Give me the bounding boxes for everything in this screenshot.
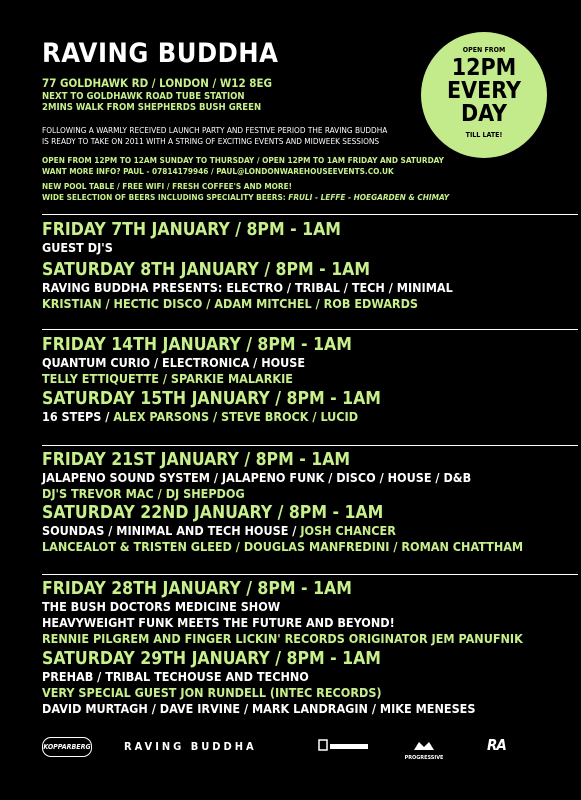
- beers-label: WIDE SELECTION OF BEERS INCLUDING SPECIALITY BEERS:: [42, 192, 289, 202]
- event-lineup: DJ'S TREVOR MAC / DJ SHEPDOG: [42, 486, 245, 501]
- event-heading: SATURDAY 22ND JANUARY / 8PM - 1AM: [42, 503, 384, 523]
- progressive-wing-icon: [413, 741, 435, 751]
- opening-badge: [421, 32, 547, 158]
- badge-line-1: 12PM: [451, 55, 517, 81]
- progressive-logo: [404, 736, 444, 762]
- event-heading: FRIDAY 21ST JANUARY / 8PM - 1AM: [42, 450, 351, 470]
- event-heading: SATURDAY 8TH JANUARY / 8PM - 1AM: [42, 260, 371, 280]
- event-line: THE BUSH DOCTORS MEDICINE SHOW: [42, 599, 281, 614]
- badge-line-3: DAY: [461, 101, 507, 127]
- event-lineup: JOSH CHANCER: [300, 523, 396, 538]
- event-fri-14: [42, 335, 352, 387]
- event-line: GUEST DJ'S: [42, 240, 113, 255]
- event-line: HEAVYWEIGHT FUNK MEETS THE FUTURE AND BEYOND!: [42, 615, 395, 630]
- event-sat-29: [42, 649, 475, 717]
- event-sat-22: [42, 503, 523, 555]
- event-heading: FRIDAY 28TH JANUARY / 8PM - 1AM: [42, 579, 352, 599]
- event-heading: FRIDAY 7TH JANUARY / 8PM - 1AM: [42, 220, 341, 240]
- event-lineup: LANCEALOT & TRISTEN GLEED / DOUGLAS MANFREDINI / ROMAN CHATTHAM: [42, 539, 524, 554]
- event-fri-21: [42, 450, 471, 502]
- event-line: PREHAB / TRIBAL TECHOUSE AND TECHNO: [42, 669, 309, 684]
- ra-logo: RA: [487, 736, 506, 754]
- extras-line-2: [42, 192, 449, 203]
- progressive-logo-text: PROGRESSIVE: [404, 755, 444, 761]
- event-sat-15: [42, 389, 381, 425]
- event-line: [42, 409, 381, 425]
- event-lineup: RENNIE PILGREM AND FINGER LICKIN' RECORDS ORIGINATOR JEM PANUFNIK: [42, 631, 523, 646]
- event-lineup: TELLY ETTIQUETTE / SPARKIE MALARKIE: [42, 371, 293, 386]
- divider: [42, 574, 578, 575]
- event-lineup: KRISTIAN / HECTIC DISCO / ADAM MITCHEL / ROB EDWARDS: [42, 296, 419, 311]
- event-line: QUANTUM CURIO / ELECTRONICA / HOUSE: [42, 355, 306, 370]
- event-line-part: 16 STEPS /: [42, 409, 114, 424]
- event-heading: FRIDAY 14TH JANUARY / 8PM - 1AM: [42, 335, 352, 355]
- raving-buddha-logo: RAVING BUDDHA: [124, 740, 257, 753]
- badge-line-2: EVERY: [447, 78, 521, 104]
- blurb-line-2: IS READY TO TAKE ON 2011 WITH A STRING OF EXCITING EVENTS AND MIDWEEK SESSIONS: [42, 136, 380, 146]
- badge-big-text: [421, 57, 547, 126]
- sponsor-logos: [0, 734, 581, 764]
- directions-line-1: NEXT TO GOLDHAWK ROAD TUBE STATION: [42, 91, 245, 102]
- directions-line-2: 2MINS WALK FROM SHEPHERDS BUSH GREEN: [42, 102, 262, 113]
- event-lineup: ALEX PARSONS / STEVE BROCK / LUCID: [113, 409, 359, 424]
- divider: [42, 214, 578, 215]
- event-fri-7: [42, 220, 341, 256]
- event-lineup: VERY SPECIAL GUEST JON RUNDELL (INTEC RECORDS): [42, 685, 382, 700]
- event-line: JALAPENO SOUND SYSTEM / JALAPENO FUNK / DISCO / HOUSE / D&B: [42, 470, 472, 485]
- event-heading: SATURDAY 15TH JANUARY / 8PM - 1AM: [42, 389, 381, 409]
- event-line-part: SOUNDAS / MINIMAL AND TECH HOUSE /: [42, 523, 301, 538]
- directions: [42, 91, 261, 113]
- event-sat-8: [42, 260, 453, 312]
- event-lineup: DAVID MURTAGH / DAVE IRVINE / MARK LANDRAGIN / MIKE MENESES: [42, 701, 476, 716]
- venue-extras: [42, 181, 449, 203]
- event-line: [42, 523, 523, 539]
- venue-title: RAVING BUDDHA: [42, 38, 279, 69]
- venue-address: 77 GOLDHAWK RD / LONDON / W12 8EG: [42, 76, 273, 90]
- extras-line-1: NEW POOL TABLE / FREE WIFI / FRESH COFFEE'S AND MORE!: [42, 181, 292, 191]
- event-heading: SATURDAY 29TH JANUARY / 8PM - 1AM: [42, 649, 381, 669]
- sponsor-logo: [318, 739, 370, 753]
- divider: [42, 445, 578, 446]
- divider: [42, 329, 578, 330]
- kopparberg-logo: KOPPARBERG: [42, 737, 92, 757]
- hours-line-1: OPEN FROM 12PM TO 12AM SUNDAY TO THURSDAY / OPEN 12PM TO 1AM FRIDAY AND SATURDAY: [42, 155, 444, 165]
- event-line: RAVING BUDDHA PRESENTS: ELECTRO / TRIBAL / TECH / MINIMAL: [42, 280, 453, 295]
- contact-line: WANT MORE INFO? PAUL - 07814179946 / PAUL@LONDONWAREHOUSEEVENTS.CO.UK: [42, 166, 394, 176]
- blurb-line-1: FOLLOWING A WARMLY RECEIVED LAUNCH PARTY AND FESTIVE PERIOD THE RAVING BUDDHA: [42, 125, 388, 135]
- intro-blurb: [42, 125, 462, 147]
- beers-list: FRULI - LEFFE - HOEGARDEN & CHIMAY: [288, 192, 450, 202]
- event-fri-28: [42, 579, 523, 647]
- badge-bottom: TILL LATE!: [465, 131, 503, 139]
- badge-top: OPEN FROM: [462, 46, 506, 54]
- opening-hours: [42, 155, 444, 177]
